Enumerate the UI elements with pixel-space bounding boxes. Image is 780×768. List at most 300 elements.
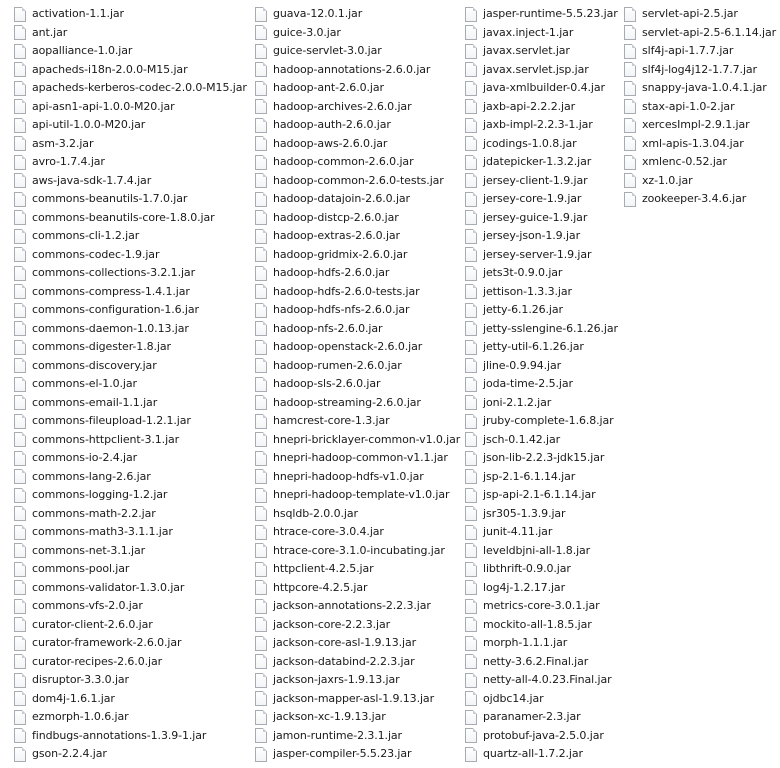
- file-item[interactable]: [465, 671, 618, 690]
- file-item[interactable]: [14, 153, 247, 172]
- file-name: jsch-0.1.42.jar: [483, 432, 561, 446]
- file-item[interactable]: [465, 616, 618, 635]
- file-name: hadoop-hdfs-2.6.0.jar: [273, 266, 390, 280]
- jar-file-icon: [465, 25, 477, 40]
- file-name: servlet-api-2.5-6.1.14.jar: [642, 25, 777, 39]
- file-name: javax.inject-1.jar: [483, 25, 574, 39]
- jar-file-icon: [14, 192, 26, 207]
- jar-file-icon: [255, 543, 267, 558]
- file-item[interactable]: [465, 708, 618, 727]
- jar-file-icon: [14, 543, 26, 558]
- jar-file-icon: [465, 229, 477, 244]
- file-item[interactable]: [465, 579, 618, 598]
- file-item[interactable]: [465, 634, 618, 653]
- file-name: jcodings-1.0.8.jar: [483, 136, 577, 150]
- file-item[interactable]: [255, 264, 460, 283]
- file-column-3: [465, 5, 618, 764]
- file-item[interactable]: [14, 727, 247, 746]
- file-item[interactable]: [14, 468, 247, 487]
- jar-file-icon: [14, 599, 26, 614]
- file-item[interactable]: [14, 357, 247, 376]
- file-item[interactable]: [255, 227, 460, 246]
- jar-file-icon: [465, 673, 477, 688]
- file-item[interactable]: [14, 42, 247, 61]
- file-item[interactable]: [255, 116, 460, 135]
- file-item[interactable]: [255, 745, 460, 764]
- file-name: hadoop-sls-2.6.0.jar: [273, 377, 381, 391]
- file-item[interactable]: [255, 671, 460, 690]
- file-item[interactable]: [465, 542, 618, 561]
- jar-file-icon: [465, 432, 477, 447]
- file-item[interactable]: [14, 449, 247, 468]
- jar-file-icon: [465, 691, 477, 706]
- file-item[interactable]: [255, 449, 460, 468]
- jar-file-icon: [465, 173, 477, 188]
- file-item[interactable]: [465, 227, 618, 246]
- jar-file-icon: [465, 136, 477, 151]
- file-item[interactable]: [255, 653, 460, 672]
- file-item[interactable]: [14, 5, 247, 24]
- jar-file-icon: [465, 284, 477, 299]
- file-item[interactable]: [465, 301, 618, 320]
- jar-file-icon: [14, 7, 26, 22]
- file-item[interactable]: [255, 153, 460, 172]
- file-item[interactable]: [14, 486, 247, 505]
- jar-file-icon: [624, 155, 636, 170]
- jar-file-icon: [255, 432, 267, 447]
- file-name: hadoop-archives-2.6.0.jar: [273, 99, 412, 113]
- file-item[interactable]: [14, 745, 247, 764]
- file-name: guice-servlet-3.0.jar: [273, 44, 382, 58]
- file-item[interactable]: [465, 449, 618, 468]
- file-item[interactable]: [255, 79, 460, 98]
- file-item[interactable]: [255, 320, 460, 339]
- file-item[interactable]: [465, 431, 618, 450]
- file-item[interactable]: [14, 597, 247, 616]
- jar-file-icon: [255, 266, 267, 281]
- jar-file-icon: [465, 525, 477, 540]
- file-name: log4j-1.2.17.jar: [483, 580, 565, 594]
- file-item[interactable]: [624, 42, 776, 61]
- jar-file-icon: [14, 654, 26, 669]
- file-name: avro-1.7.4.jar: [32, 155, 105, 169]
- file-item[interactable]: [465, 172, 618, 191]
- file-item[interactable]: [624, 116, 776, 135]
- jar-file-icon: [255, 617, 267, 632]
- jar-file-icon: [14, 395, 26, 410]
- file-item[interactable]: [255, 246, 460, 265]
- file-item[interactable]: [14, 79, 247, 98]
- file-item[interactable]: [255, 375, 460, 394]
- jar-file-icon: [14, 210, 26, 225]
- file-name: aopalliance-1.0.jar: [32, 44, 133, 58]
- file-name: hnepri-hadoop-template-v1.0.jar: [273, 488, 450, 502]
- file-item[interactable]: [255, 412, 460, 431]
- file-item[interactable]: [624, 24, 776, 43]
- jar-file-icon: [14, 710, 26, 725]
- jar-file-icon: [255, 44, 267, 59]
- file-item[interactable]: [14, 505, 247, 524]
- jar-file-icon: [255, 691, 267, 706]
- file-name: jackson-core-asl-1.9.13.jar: [273, 636, 417, 650]
- file-item[interactable]: [255, 5, 460, 24]
- jar-file-icon: [255, 321, 267, 336]
- file-name: leveldbjni-all-1.8.jar: [483, 543, 591, 557]
- jar-file-icon: [465, 118, 477, 133]
- file-name: commons-el-1.0.jar: [32, 377, 137, 391]
- file-item[interactable]: [14, 375, 247, 394]
- file-name: mockito-all-1.8.5.jar: [483, 617, 592, 631]
- file-item[interactable]: [465, 505, 618, 524]
- file-item[interactable]: [465, 412, 618, 431]
- file-name: hadoop-streaming-2.6.0.jar: [273, 395, 421, 409]
- file-item[interactable]: [255, 431, 460, 450]
- file-item[interactable]: [465, 42, 618, 61]
- file-item[interactable]: [255, 616, 460, 635]
- jar-file-icon: [255, 155, 267, 170]
- file-name: jamon-runtime-2.3.1.jar: [273, 728, 402, 742]
- file-item[interactable]: [255, 172, 460, 191]
- jar-file-icon: [14, 118, 26, 133]
- jar-file-icon: [465, 340, 477, 355]
- file-item[interactable]: [255, 357, 460, 376]
- file-name: commons-collections-3.2.1.jar: [32, 266, 195, 280]
- jar-file-icon: [465, 506, 477, 521]
- jar-file-icon: [465, 617, 477, 632]
- file-item[interactable]: [465, 264, 618, 283]
- file-name: commons-math-2.2.jar: [32, 506, 156, 520]
- file-name: asm-3.2.jar: [32, 136, 94, 150]
- file-name: commons-logging-1.2.jar: [32, 488, 168, 502]
- file-item[interactable]: [14, 190, 247, 209]
- jar-file-icon: [624, 136, 636, 151]
- file-item[interactable]: [255, 98, 460, 117]
- jar-file-icon: [255, 229, 267, 244]
- file-item[interactable]: [465, 560, 618, 579]
- jar-file-icon: [14, 562, 26, 577]
- file-item[interactable]: [14, 98, 247, 117]
- jar-file-icon: [14, 266, 26, 281]
- file-name: joni-2.1.2.jar: [483, 395, 552, 409]
- file-name: htrace-core-3.0.4.jar: [273, 525, 384, 539]
- file-item[interactable]: [465, 98, 618, 117]
- file-item[interactable]: [255, 523, 460, 542]
- file-name: jdatepicker-1.3.2.jar: [483, 155, 592, 169]
- file-name: guava-12.0.1.jar: [273, 7, 363, 21]
- file-item[interactable]: [14, 653, 247, 672]
- file-item[interactable]: [14, 172, 247, 191]
- file-item[interactable]: [465, 468, 618, 487]
- file-name: commons-daemon-1.0.13.jar: [32, 321, 189, 335]
- jar-file-icon: [255, 7, 267, 22]
- file-name: quartz-all-1.7.2.jar: [483, 747, 583, 761]
- file-name: jersey-server-1.9.jar: [483, 247, 592, 261]
- file-item[interactable]: [255, 338, 460, 357]
- file-item[interactable]: [624, 135, 776, 154]
- file-item[interactable]: [14, 338, 247, 357]
- file-item[interactable]: [624, 172, 776, 191]
- jar-file-icon: [255, 395, 267, 410]
- file-item[interactable]: [465, 486, 618, 505]
- file-item[interactable]: [465, 190, 618, 209]
- file-item[interactable]: [624, 5, 776, 24]
- file-name: protobuf-java-2.5.0.jar: [483, 728, 604, 742]
- file-name: slf4j-api-1.7.7.jar: [642, 44, 734, 58]
- file-name: gson-2.2.4.jar: [32, 747, 107, 761]
- jar-file-icon: [465, 599, 477, 614]
- file-item[interactable]: [255, 61, 460, 80]
- jar-file-icon: [255, 81, 267, 96]
- file-name: metrics-core-3.0.1.jar: [483, 599, 600, 613]
- jar-file-icon: [14, 321, 26, 336]
- file-item[interactable]: [465, 597, 618, 616]
- file-item[interactable]: [14, 579, 247, 598]
- jar-file-icon: [255, 358, 267, 373]
- jar-file-icon: [465, 395, 477, 410]
- jar-file-icon: [14, 432, 26, 447]
- file-name: hnepri-bricklayer-common-v1.0.jar: [273, 432, 461, 446]
- jar-file-icon: [14, 44, 26, 59]
- file-item[interactable]: [624, 61, 776, 80]
- jar-file-icon: [465, 321, 477, 336]
- file-item[interactable]: [255, 690, 460, 709]
- file-item[interactable]: [465, 375, 618, 394]
- jar-file-icon: [255, 173, 267, 188]
- file-name: aws-java-sdk-1.7.4.jar: [32, 173, 152, 187]
- file-name: curator-recipes-2.6.0.jar: [32, 654, 163, 668]
- file-item[interactable]: [14, 301, 247, 320]
- jar-file-icon: [624, 25, 636, 40]
- jar-file-icon: [624, 44, 636, 59]
- file-item[interactable]: [14, 412, 247, 431]
- file-item[interactable]: [14, 542, 247, 561]
- file-item[interactable]: [255, 542, 460, 561]
- file-item[interactable]: [255, 634, 460, 653]
- file-name: hadoop-common-2.6.0.jar: [273, 155, 414, 169]
- file-item[interactable]: [255, 42, 460, 61]
- jar-file-icon: [465, 654, 477, 669]
- file-name: apacheds-i18n-2.0.0-M15.jar: [32, 62, 188, 76]
- file-item[interactable]: [255, 135, 460, 154]
- file-item[interactable]: [465, 61, 618, 80]
- file-name: javax.servlet.jsp.jar: [483, 62, 589, 76]
- file-item[interactable]: [465, 24, 618, 43]
- file-name: activation-1.1.jar: [32, 7, 124, 21]
- file-item[interactable]: [14, 634, 247, 653]
- jar-file-icon: [14, 136, 26, 151]
- jar-file-icon: [255, 599, 267, 614]
- file-item[interactable]: [624, 98, 776, 117]
- jar-file-icon: [255, 654, 267, 669]
- jar-file-icon: [255, 377, 267, 392]
- file-name: hamcrest-core-1.3.jar: [273, 414, 390, 428]
- file-name: jackson-mapper-asl-1.9.13.jar: [273, 691, 434, 705]
- jar-file-icon: [255, 340, 267, 355]
- file-item[interactable]: [255, 301, 460, 320]
- jar-file-icon: [255, 62, 267, 77]
- file-item[interactable]: [14, 394, 247, 413]
- file-item[interactable]: [255, 468, 460, 487]
- file-item[interactable]: [465, 320, 618, 339]
- file-item[interactable]: [465, 283, 618, 302]
- file-item[interactable]: [255, 505, 460, 524]
- file-item[interactable]: [465, 135, 618, 154]
- jar-file-icon: [255, 525, 267, 540]
- file-item[interactable]: [14, 24, 247, 43]
- file-name: commons-compress-1.4.1.jar: [32, 284, 190, 298]
- file-item[interactable]: [255, 190, 460, 209]
- jar-file-icon: [14, 469, 26, 484]
- file-name: servlet-api-2.5.jar: [642, 7, 738, 21]
- file-name: hsqldb-2.0.0.jar: [273, 506, 358, 520]
- file-name: morph-1.1.1.jar: [483, 636, 568, 650]
- jar-file-icon: [255, 284, 267, 299]
- jar-file-icon: [255, 99, 267, 114]
- file-name: commons-cli-1.2.jar: [32, 229, 140, 243]
- file-item[interactable]: [465, 116, 618, 135]
- jar-file-icon: [255, 210, 267, 225]
- file-name: commons-validator-1.3.0.jar: [32, 580, 185, 594]
- file-item[interactable]: [624, 79, 776, 98]
- file-item[interactable]: [14, 708, 247, 727]
- file-name: hadoop-auth-2.6.0.jar: [273, 118, 391, 132]
- jar-file-icon: [14, 340, 26, 355]
- file-item[interactable]: [14, 283, 247, 302]
- file-item[interactable]: [14, 671, 247, 690]
- file-item[interactable]: [14, 61, 247, 80]
- file-item[interactable]: [465, 209, 618, 228]
- file-column-4: [624, 5, 776, 209]
- file-item[interactable]: [255, 394, 460, 413]
- file-item[interactable]: [14, 523, 247, 542]
- file-item[interactable]: [14, 690, 247, 709]
- file-item[interactable]: [465, 394, 618, 413]
- jar-file-icon: [465, 303, 477, 318]
- file-name: xercesImpl-2.9.1.jar: [642, 118, 750, 132]
- jar-file-icon: [465, 451, 477, 466]
- jar-file-icon: [14, 636, 26, 651]
- jar-file-icon: [255, 303, 267, 318]
- file-item[interactable]: [255, 283, 460, 302]
- jar-file-icon: [465, 247, 477, 262]
- file-name: commons-math3-3.1.1.jar: [32, 525, 173, 539]
- file-name: commons-digester-1.8.jar: [32, 340, 171, 354]
- file-name: commons-beanutils-core-1.8.0.jar: [32, 210, 215, 224]
- file-item[interactable]: [255, 486, 460, 505]
- file-item[interactable]: [14, 227, 247, 246]
- jar-file-icon: [465, 728, 477, 743]
- file-item[interactable]: [624, 190, 776, 209]
- file-item[interactable]: [465, 5, 618, 24]
- file-name: jettison-1.3.3.jar: [483, 284, 572, 298]
- file-name: netty-all-4.0.23.Final.jar: [483, 673, 612, 687]
- jar-file-icon: [14, 303, 26, 318]
- file-item[interactable]: [465, 653, 618, 672]
- file-name: hadoop-annotations-2.6.0.jar: [273, 62, 431, 76]
- jar-file-icon: [14, 155, 26, 170]
- file-item[interactable]: [624, 153, 776, 172]
- jar-file-icon: [255, 673, 267, 688]
- jar-file-icon: [255, 580, 267, 595]
- file-item[interactable]: [14, 209, 247, 228]
- file-name: jetty-util-6.1.26.jar: [483, 340, 584, 354]
- file-name: commons-beanutils-1.7.0.jar: [32, 192, 188, 206]
- file-item[interactable]: [465, 727, 618, 746]
- file-name: dom4j-1.6.1.jar: [32, 691, 115, 705]
- file-item[interactable]: [14, 616, 247, 635]
- file-item[interactable]: [255, 209, 460, 228]
- jar-file-icon: [255, 136, 267, 151]
- file-item[interactable]: [14, 560, 247, 579]
- file-name: commons-email-1.1.jar: [32, 395, 158, 409]
- file-name: commons-discovery.jar: [32, 358, 157, 372]
- jar-file-icon: [465, 414, 477, 429]
- file-item[interactable]: [465, 690, 618, 709]
- jar-file-icon: [14, 62, 26, 77]
- file-item[interactable]: [14, 116, 247, 135]
- file-item[interactable]: [255, 560, 460, 579]
- jar-file-icon: [465, 580, 477, 595]
- file-item[interactable]: [465, 745, 618, 764]
- jar-file-icon: [14, 728, 26, 743]
- file-name: hnepri-hadoop-hdfs-v1.0.jar: [273, 469, 424, 483]
- jar-file-icon: [14, 673, 26, 688]
- file-name: commons-httpclient-3.1.jar: [32, 432, 180, 446]
- file-item[interactable]: [14, 135, 247, 154]
- file-item[interactable]: [14, 431, 247, 450]
- file-name: junit-4.11.jar: [483, 525, 553, 539]
- file-name: stax-api-1.0-2.jar: [642, 99, 735, 113]
- file-item[interactable]: [14, 320, 247, 339]
- file-item[interactable]: [255, 708, 460, 727]
- jar-file-icon: [255, 451, 267, 466]
- file-name: hadoop-extras-2.6.0.jar: [273, 229, 400, 243]
- file-name: hadoop-hdfs-nfs-2.6.0.jar: [273, 303, 410, 317]
- file-item[interactable]: [14, 264, 247, 283]
- jar-file-icon: [14, 506, 26, 521]
- file-item[interactable]: [255, 24, 460, 43]
- jar-file-icon: [255, 636, 267, 651]
- file-name: commons-io-2.4.jar: [32, 451, 138, 465]
- jar-file-icon: [14, 173, 26, 188]
- file-item[interactable]: [255, 597, 460, 616]
- file-name: hadoop-aws-2.6.0.jar: [273, 136, 388, 150]
- file-item[interactable]: [255, 727, 460, 746]
- file-name: commons-configuration-1.6.jar: [32, 303, 199, 317]
- file-item[interactable]: [465, 79, 618, 98]
- jar-file-icon: [465, 192, 477, 207]
- file-list-view: [0, 5, 780, 768]
- file-item[interactable]: [465, 357, 618, 376]
- file-item[interactable]: [465, 246, 618, 265]
- file-item[interactable]: [465, 153, 618, 172]
- file-name: curator-client-2.6.0.jar: [32, 617, 153, 631]
- file-item[interactable]: [255, 579, 460, 598]
- file-name: jaxb-impl-2.2.3-1.jar: [483, 118, 593, 132]
- jar-file-icon: [465, 210, 477, 225]
- file-item[interactable]: [465, 523, 618, 542]
- file-name: hadoop-datajoin-2.6.0.jar: [273, 192, 410, 206]
- file-item[interactable]: [14, 246, 247, 265]
- jar-file-icon: [465, 358, 477, 373]
- file-item[interactable]: [465, 338, 618, 357]
- jar-file-icon: [14, 488, 26, 503]
- jar-file-icon: [14, 229, 26, 244]
- jar-file-icon: [255, 469, 267, 484]
- file-name: zookeeper-3.4.6.jar: [642, 192, 747, 206]
- jar-file-icon: [14, 247, 26, 262]
- file-name: httpclient-4.2.5.jar: [273, 562, 374, 576]
